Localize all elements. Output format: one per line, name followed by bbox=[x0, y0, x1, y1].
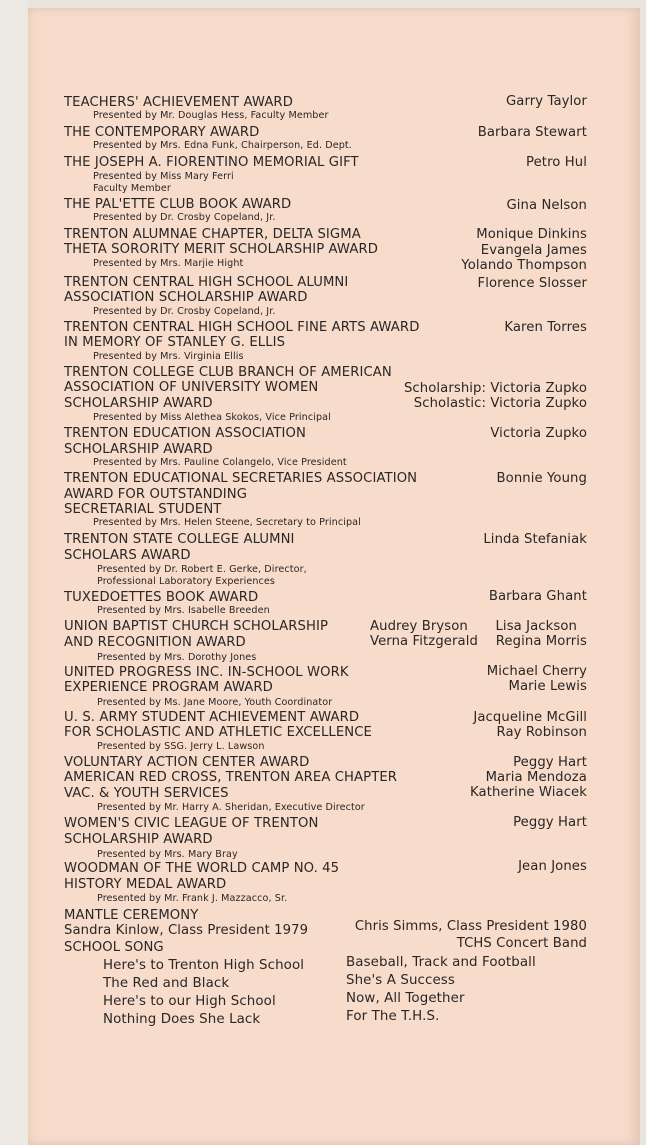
award-title: IN MEMORY OF STANLEY G. ELLIS bbox=[64, 335, 286, 350]
award-presenter: Presented by Dr. Robert E. Gerke, Director, bbox=[97, 564, 307, 575]
award-recipient: Maria Mendoza bbox=[485, 770, 587, 785]
award-presenter: Presented by Mrs. Virginia Ellis bbox=[93, 351, 244, 362]
award-recipient: Ray Robinson bbox=[496, 725, 587, 740]
song-lyric-left: Nothing Does She Lack bbox=[103, 1012, 261, 1027]
award-presenter: Presented by SSG. Jerry L. Lawson bbox=[97, 741, 265, 752]
award-title: THE CONTEMPORARY AWARD bbox=[64, 125, 260, 140]
award-recipient: Linda Stefaniak bbox=[483, 532, 587, 547]
award-recipient: Peggy Hart bbox=[513, 815, 587, 830]
award-presenter: Presented by Mr. Frank J. Mazzacco, Sr. bbox=[97, 893, 288, 904]
award-title: AND RECOGNITION AWARD bbox=[64, 635, 246, 650]
award-title: TRENTON EDUCATIONAL SECRETARIES ASSOCIATION bbox=[64, 471, 418, 486]
award-title: U. S. ARMY STUDENT ACHIEVEMENT AWARD bbox=[64, 710, 360, 725]
award-title: THE JOSEPH A. FIORENTINO MEMORIAL GIFT bbox=[64, 155, 359, 170]
award-recipient: Evangela James bbox=[480, 243, 587, 258]
award-recipient: Scholarship: Victoria Zupko bbox=[403, 381, 587, 396]
award-recipient: Katherine Wiacek bbox=[470, 785, 587, 800]
award-recipient: Gina Nelson bbox=[506, 198, 587, 213]
song-lyric-right: She's A Success bbox=[346, 973, 455, 988]
award-title: TRENTON ALUMNAE CHAPTER, DELTA SIGMA bbox=[64, 227, 361, 242]
award-recipient: Karen Torres bbox=[504, 320, 587, 335]
award-recipient: Barbara Ghant bbox=[488, 589, 587, 604]
award-recipient: Marie Lewis bbox=[508, 679, 587, 694]
award-presenter: Presented by Mr. Harry A. Sheridan, Executive Director bbox=[97, 802, 365, 813]
award-title: UNION BAPTIST CHURCH SCHOLARSHIP bbox=[64, 619, 329, 634]
award-recipient: Regina Morris bbox=[495, 634, 587, 649]
award-presenter: Presented by Mrs. Edna Funk, Chairperson, Ed. Dept. bbox=[93, 140, 352, 151]
award-presenter: Presented by Miss Alethea Skokos, Vice Principal bbox=[93, 412, 331, 423]
award-title: VAC. & YOUTH SERVICES bbox=[64, 786, 229, 801]
award-presenter: Presented by Mr. Douglas Hess, Faculty Member bbox=[93, 110, 329, 121]
award-presenter: Presented by Dr. Crosby Copeland, Jr. bbox=[93, 306, 276, 317]
award-title: HISTORY MEDAL AWARD bbox=[64, 877, 227, 892]
award-presenter: Faculty Member bbox=[93, 183, 171, 194]
mantle-ceremony-title: MANTLE CEREMONY bbox=[64, 908, 199, 923]
award-presenter: Presented by Mrs. Mary Bray bbox=[97, 849, 238, 860]
award-title: FOR SCHOLASTIC AND ATHLETIC EXCELLENCE bbox=[64, 725, 372, 740]
award-title: WOMEN'S CIVIC LEAGUE OF TRENTON bbox=[64, 816, 319, 831]
award-title: TRENTON CENTRAL HIGH SCHOOL ALUMNI bbox=[64, 275, 349, 290]
award-presenter: Presented by Dr. Crosby Copeland, Jr. bbox=[93, 212, 276, 223]
award-title: TRENTON EDUCATION ASSOCIATION bbox=[64, 426, 306, 441]
award-recipient: Verna Fitzgerald bbox=[370, 634, 478, 649]
award-recipient: Barbara Stewart bbox=[477, 125, 587, 140]
song-lyric-right: Baseball, Track and Football bbox=[346, 955, 536, 970]
award-recipient: Jean Jones bbox=[518, 859, 587, 874]
award-presenter: Presented by Mrs. Dorothy Jones bbox=[97, 652, 257, 663]
award-title: ASSOCIATION SCHOLARSHIP AWARD bbox=[64, 290, 308, 305]
class-president-1979: Sandra Kinlow, Class President 1979 bbox=[64, 923, 309, 938]
award-presenter: Presented by Mrs. Isabelle Breeden bbox=[97, 605, 270, 616]
award-presenter: Presented by Miss Mary Ferri bbox=[93, 171, 234, 182]
award-recipient: Jacqueline McGill bbox=[473, 710, 587, 725]
award-presenter: Presented by Mrs. Marjie Hight bbox=[93, 258, 244, 269]
song-lyric-left: Here's to Trenton High School bbox=[103, 958, 305, 973]
award-recipient: Michael Cherry bbox=[486, 664, 587, 679]
award-title: TRENTON STATE COLLEGE ALUMNI bbox=[64, 532, 295, 547]
concert-band: TCHS Concert Band bbox=[456, 936, 587, 951]
award-recipient: Audrey Bryson bbox=[370, 619, 468, 634]
award-title: AMERICAN RED CROSS, TRENTON AREA CHAPTER bbox=[64, 770, 398, 785]
song-lyric-left: Here's to our High School bbox=[103, 994, 276, 1009]
award-title: SCHOLARSHIP AWARD bbox=[64, 396, 213, 411]
award-recipient: Lisa Jackson bbox=[495, 619, 577, 634]
award-title: AWARD FOR OUTSTANDING bbox=[64, 487, 248, 502]
award-title: EXPERIENCE PROGRAM AWARD bbox=[64, 680, 273, 695]
award-presenter: Presented by Mrs. Pauline Colangelo, Vice President bbox=[93, 457, 347, 468]
award-title: THE PAL'ETTE CLUB BOOK AWARD bbox=[64, 197, 292, 212]
song-lyric-right: Now, All Together bbox=[346, 991, 465, 1006]
award-title: TRENTON CENTRAL HIGH SCHOOL FINE ARTS AWARD bbox=[64, 320, 420, 335]
song-lyric-right: For The T.H.S. bbox=[346, 1009, 440, 1024]
award-recipient: Monique Dinkins bbox=[476, 227, 587, 242]
award-title: TEACHERS' ACHIEVEMENT AWARD bbox=[64, 95, 293, 110]
award-title: SCHOLARSHIP AWARD bbox=[64, 442, 213, 457]
award-title: SCHOLARSHIP AWARD bbox=[64, 832, 213, 847]
award-title: WOODMAN OF THE WORLD CAMP NO. 45 bbox=[64, 861, 340, 876]
award-recipient: Petro Hul bbox=[526, 155, 587, 170]
page-edge bbox=[0, 0, 28, 1145]
award-title: UNITED PROGRESS INC. IN-SCHOOL WORK bbox=[64, 665, 349, 680]
award-title: TRENTON COLLEGE CLUB BRANCH OF AMERICAN bbox=[64, 365, 392, 380]
award-presenter: Professional Laboratory Experiences bbox=[97, 576, 276, 587]
award-title: THETA SORORITY MERIT SCHOLARSHIP AWARD bbox=[64, 242, 378, 257]
award-recipient: Victoria Zupko bbox=[490, 426, 587, 441]
award-recipient: Yolando Thompson bbox=[461, 258, 587, 273]
award-presenter: Presented by Ms. Jane Moore, Youth Coordinator bbox=[97, 697, 333, 708]
award-recipient: Scholastic: Victoria Zupko bbox=[413, 396, 587, 411]
award-recipient: Peggy Hart bbox=[513, 755, 587, 770]
award-title: ASSOCIATION OF UNIVERSITY WOMEN bbox=[64, 380, 319, 395]
award-recipient: Garry Taylor bbox=[505, 94, 587, 109]
school-song-title: SCHOOL SONG bbox=[64, 940, 164, 955]
class-president-1980: Chris Simms, Class President 1980 bbox=[354, 919, 587, 934]
award-recipient: Florence Slosser bbox=[477, 276, 587, 291]
award-recipient: Bonnie Young bbox=[496, 471, 587, 486]
award-title: SECRETARIAL STUDENT bbox=[64, 502, 222, 517]
song-lyric-left: The Red and Black bbox=[103, 976, 230, 991]
award-title: SCHOLARS AWARD bbox=[64, 548, 191, 563]
award-title: VOLUNTARY ACTION CENTER AWARD bbox=[64, 755, 310, 770]
award-presenter: Presented by Mrs. Helen Steene, Secretary to Principal bbox=[93, 517, 361, 528]
award-title: TUXEDOETTES BOOK AWARD bbox=[64, 590, 259, 605]
